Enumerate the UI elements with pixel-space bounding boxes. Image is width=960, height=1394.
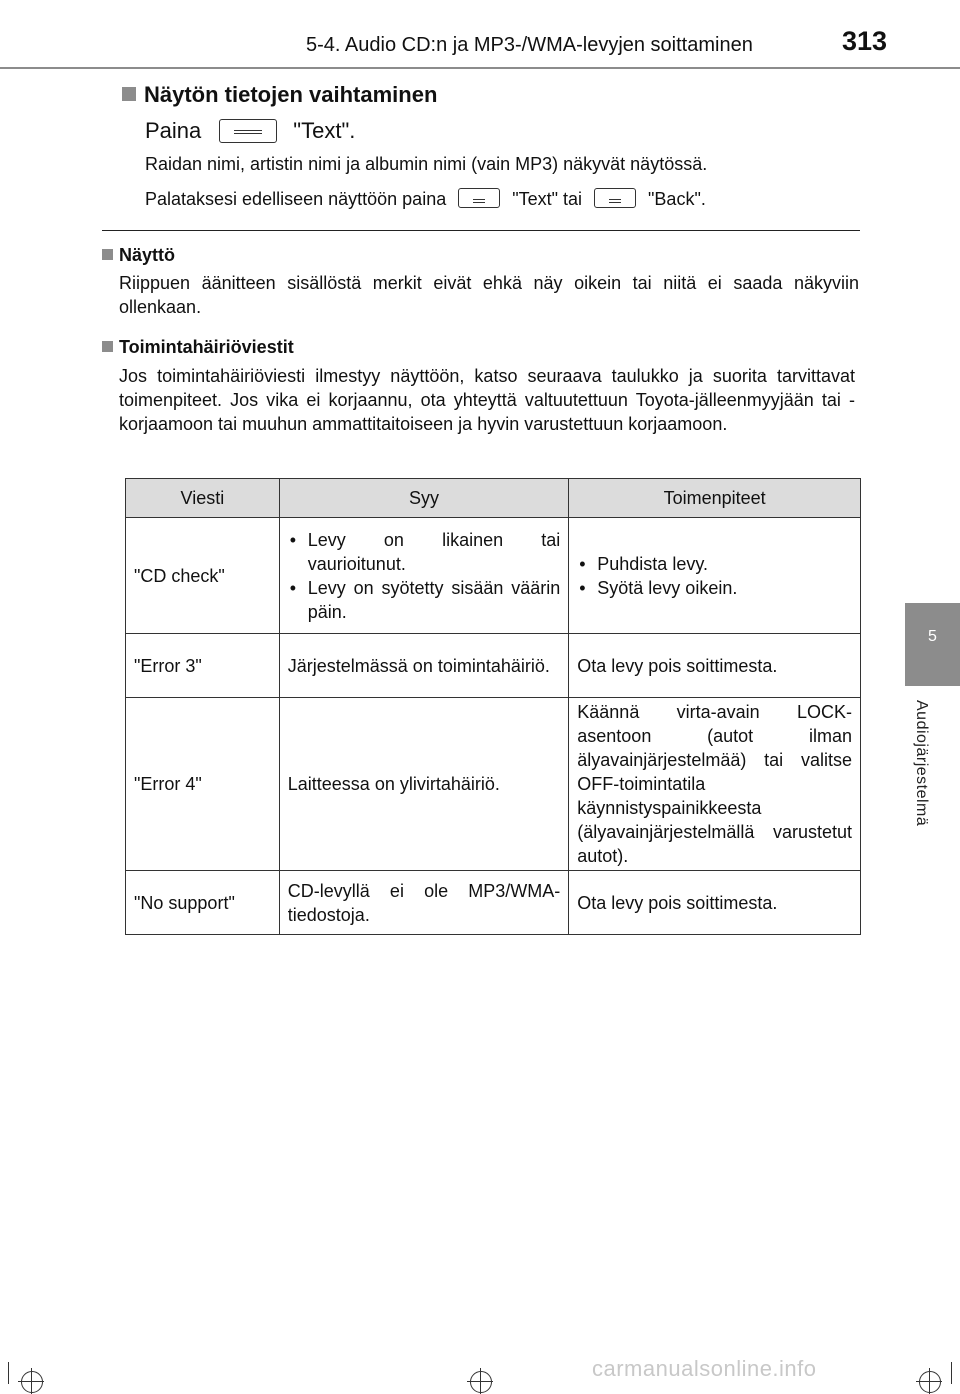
message-cell: "CD check" [126, 518, 280, 634]
note-square-icon [102, 341, 113, 352]
note-text: Riippuen äänitteen sisällöstä merkit eivät ehkä näy oikein tai niitä ei saada näkyviin ollenkaan. [119, 273, 859, 317]
message-cell: "Error 4" [126, 698, 280, 871]
section-description: Raidan nimi, artistin nimi ja albumin nimi (vain MP3) näkyvät näytössä. [145, 154, 708, 174]
table-row [126, 518, 861, 634]
step-pre-text: Paina [145, 118, 202, 143]
section-square-icon [122, 87, 136, 101]
note-title-text: Toimintahäiriöviestit [119, 337, 294, 357]
column-header: Toimenpiteet [569, 479, 861, 518]
back-mid-text: "Text" tai [512, 189, 583, 209]
header-title: 5-4. Audio CD:n ja MP3-/WMA-levyjen soittaminen [306, 34, 753, 56]
section-title [122, 82, 437, 108]
step-line [145, 118, 355, 144]
back-pre-text: Palataksesi edelliseen näyttöön paina [145, 189, 447, 209]
step-post-text: "Text". [293, 118, 356, 143]
table-row [126, 634, 861, 698]
note-title-text: Näyttö [119, 245, 176, 265]
registration-mark-icon [916, 1368, 942, 1394]
list-item: • Levy on syötetty sisään väärin päin. [288, 576, 561, 624]
section-rule [102, 230, 860, 231]
error-message-table [125, 478, 861, 935]
list-item: • Syötä levy oikein. [577, 576, 852, 600]
action-cell [569, 518, 861, 634]
action-cell: Käännä virta-avain LOCK-asentoon (autot ilman älyavainjärjestelmää) tai valitse OFF-toimintatila käynnistyspainikkeesta (älyavainjärjestelmällä varustetut autot). [569, 698, 861, 871]
menu-button-icon [594, 188, 636, 208]
column-header: Syy [279, 479, 569, 518]
cause-cell: Laitteessa on ylivirtahäiriö. [279, 698, 569, 871]
crop-mark [8, 1362, 9, 1384]
column-header: Viesti [126, 479, 280, 518]
list-item: • Puhdista levy. [577, 552, 852, 576]
side-tab-label: Audiojärjestelmä [913, 700, 930, 827]
message-cell: "No support" [126, 871, 280, 935]
crop-mark [951, 1362, 952, 1384]
side-tab-number: 5 [928, 628, 937, 645]
back-post-text: "Back". [648, 189, 706, 209]
cause-cell: Järjestelmässä on toimintahäiriö. [279, 634, 569, 698]
cause-cell [279, 518, 569, 634]
header-rule [0, 67, 960, 69]
table-row [126, 871, 861, 935]
table-header-row [126, 479, 861, 518]
message-cell: "Error 3" [126, 634, 280, 698]
cause-cell: CD-levyllä ei ole MP3/WMA-tiedostoja. [279, 871, 569, 935]
section-title-text: Näytön tietojen vaihtaminen [144, 82, 438, 107]
page-number: 313 [842, 26, 888, 56]
note-square-icon [102, 249, 113, 260]
note-title [102, 245, 175, 266]
registration-mark-icon [467, 1368, 493, 1394]
menu-button-icon [219, 119, 277, 143]
list-item: • Levy on likainen tai vaurioitunut. [288, 528, 561, 576]
note-text: Jos toimintahäiriöviesti ilmestyy näyttöön, katso seuraava taulukko ja suorita tarvittavat toimenpiteet. Jos vika ei korjaannu, ota yhteyttä valtuutettuun Toyota-jälleenmyyjään tai -korjaamoon tai muuhun ammattitaitoiseen ja hyvin varustettuun korjaamoon. [119, 366, 855, 434]
registration-mark-icon [18, 1368, 44, 1394]
action-cell: Ota levy pois soittimesta. [569, 871, 861, 935]
back-line [145, 188, 706, 210]
action-cell: Ota levy pois soittimesta. [569, 634, 861, 698]
watermark: carmanualsonline.info [592, 1356, 817, 1381]
menu-button-icon [458, 188, 500, 208]
table-row [126, 698, 861, 871]
note-title [102, 337, 294, 358]
